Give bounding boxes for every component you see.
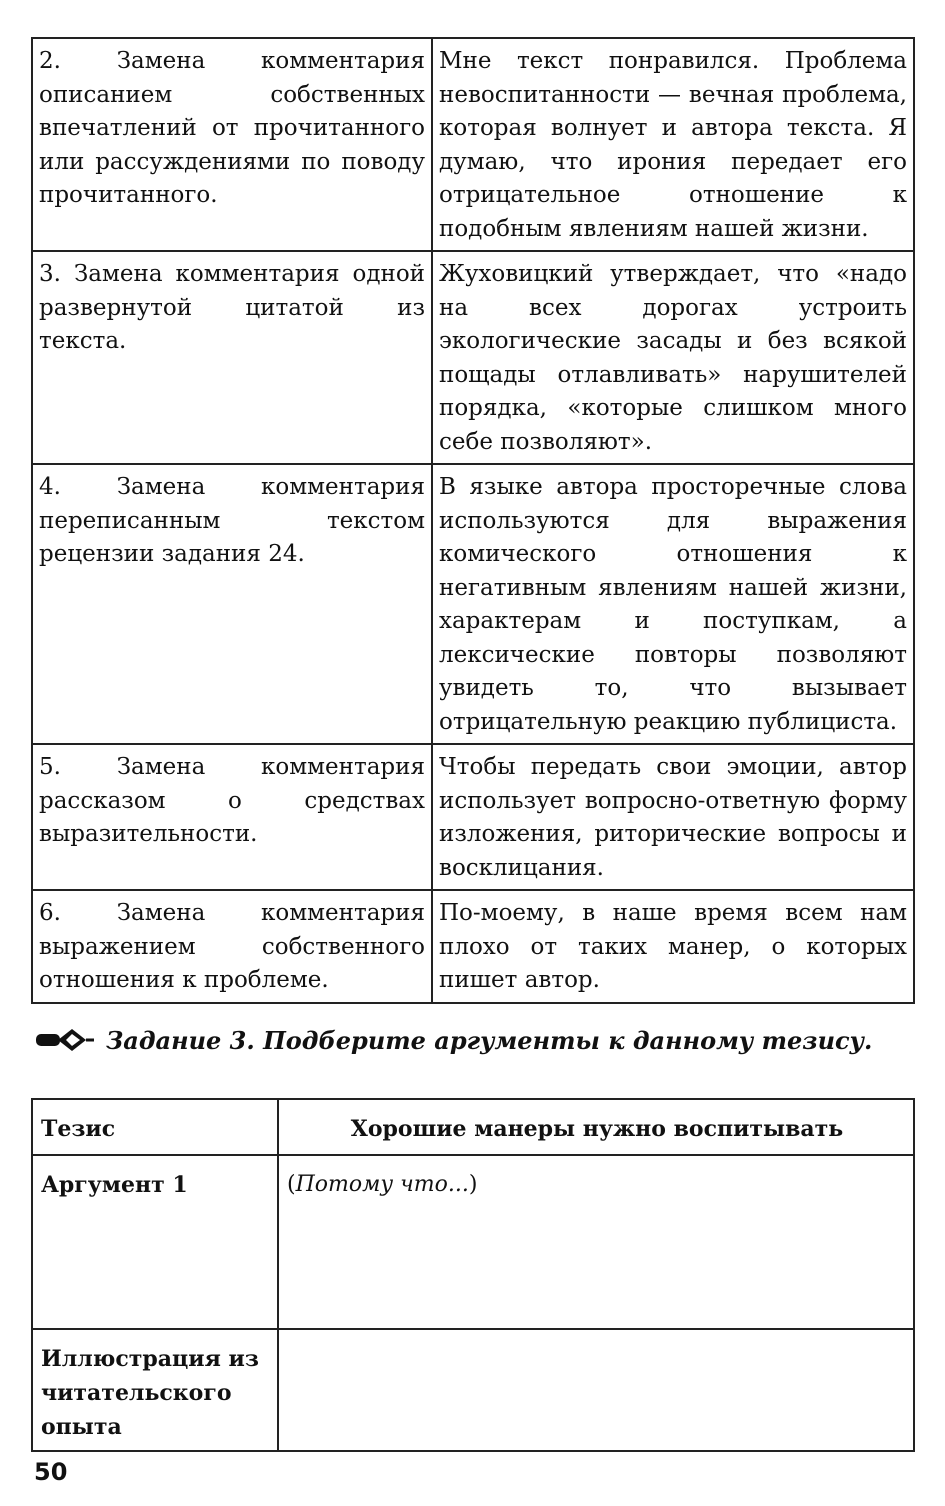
table-row	[32, 38, 914, 251]
illustration-cell	[278, 1329, 914, 1451]
errors-table	[31, 37, 915, 1004]
pen-icon	[34, 1024, 96, 1056]
error-example-cell: Чтобы передать свои эмоции, автор использует вопросно-ответную форму изложения, риторические вопросы и восклицания.	[432, 744, 914, 890]
illustration-label: Иллюстрация из читательского опыта	[32, 1329, 278, 1451]
error-type-cell: 6. Замена комментария выражением собственного отношения к проблеме.	[32, 890, 432, 1003]
thesis-table	[31, 1098, 915, 1452]
table-row	[32, 744, 914, 890]
thesis-label: Тезис	[32, 1099, 278, 1155]
error-type-cell: 5. Замена комментария рассказом о средствах выразительности.	[32, 744, 432, 890]
error-example-cell: В языке автора просторечные слова используются для выражения комического отношения к негативным явлениям нашей жизни, характерам и поступкам, а лексические повторы позволяют увидеть то, что вызывает отрицательную реакцию публициста.	[432, 464, 914, 744]
task-heading	[34, 1024, 914, 1056]
task-heading-text: Задание 3. Подберите аргументы к данному тезису.	[106, 1025, 873, 1055]
table-row	[32, 890, 914, 1003]
error-type-cell: 4. Замена комментария переписанным текстом рецензии задания 24.	[32, 464, 432, 744]
table-row	[32, 251, 914, 464]
argument-cell	[278, 1155, 914, 1329]
thesis-value: Хорошие манеры нужно воспитывать	[278, 1099, 914, 1155]
argument-close-paren: )	[468, 1172, 478, 1197]
page-number: 50	[34, 1458, 68, 1486]
table-row	[32, 1329, 914, 1451]
table-row	[32, 464, 914, 744]
error-type-cell: 2. Замена комментария описанием собственных впечатлений от прочитанного или рассуждениями по поводу прочитанного.	[32, 38, 432, 251]
error-example-cell: Жуховицкий утверждает, что «надо на всех дорогах устроить экологические засады и без всякой пощады отлавливать» нарушителей порядка, «которые слишком много себе позволяют».	[432, 251, 914, 464]
error-example-cell: По-моему, в наше время всем нам плохо от таких манер, о которых пишет автор.	[432, 890, 914, 1003]
table-row	[32, 1099, 914, 1155]
argument-open-paren: (	[287, 1172, 296, 1197]
argument-hint: Потому что...	[295, 1172, 469, 1197]
error-type-cell: 3. Замена комментария одной развернутой цитатой из текста.	[32, 251, 432, 464]
argument-label: Аргумент 1	[32, 1155, 278, 1329]
error-example-cell: Мне текст понравился. Проблема невоспитанности — вечная проблема, которая волнует и автора текста. Я думаю, что ирония передает его отрицательное отношение к подобным явлениям нашей жизни.	[432, 38, 914, 251]
table-row	[32, 1155, 914, 1329]
